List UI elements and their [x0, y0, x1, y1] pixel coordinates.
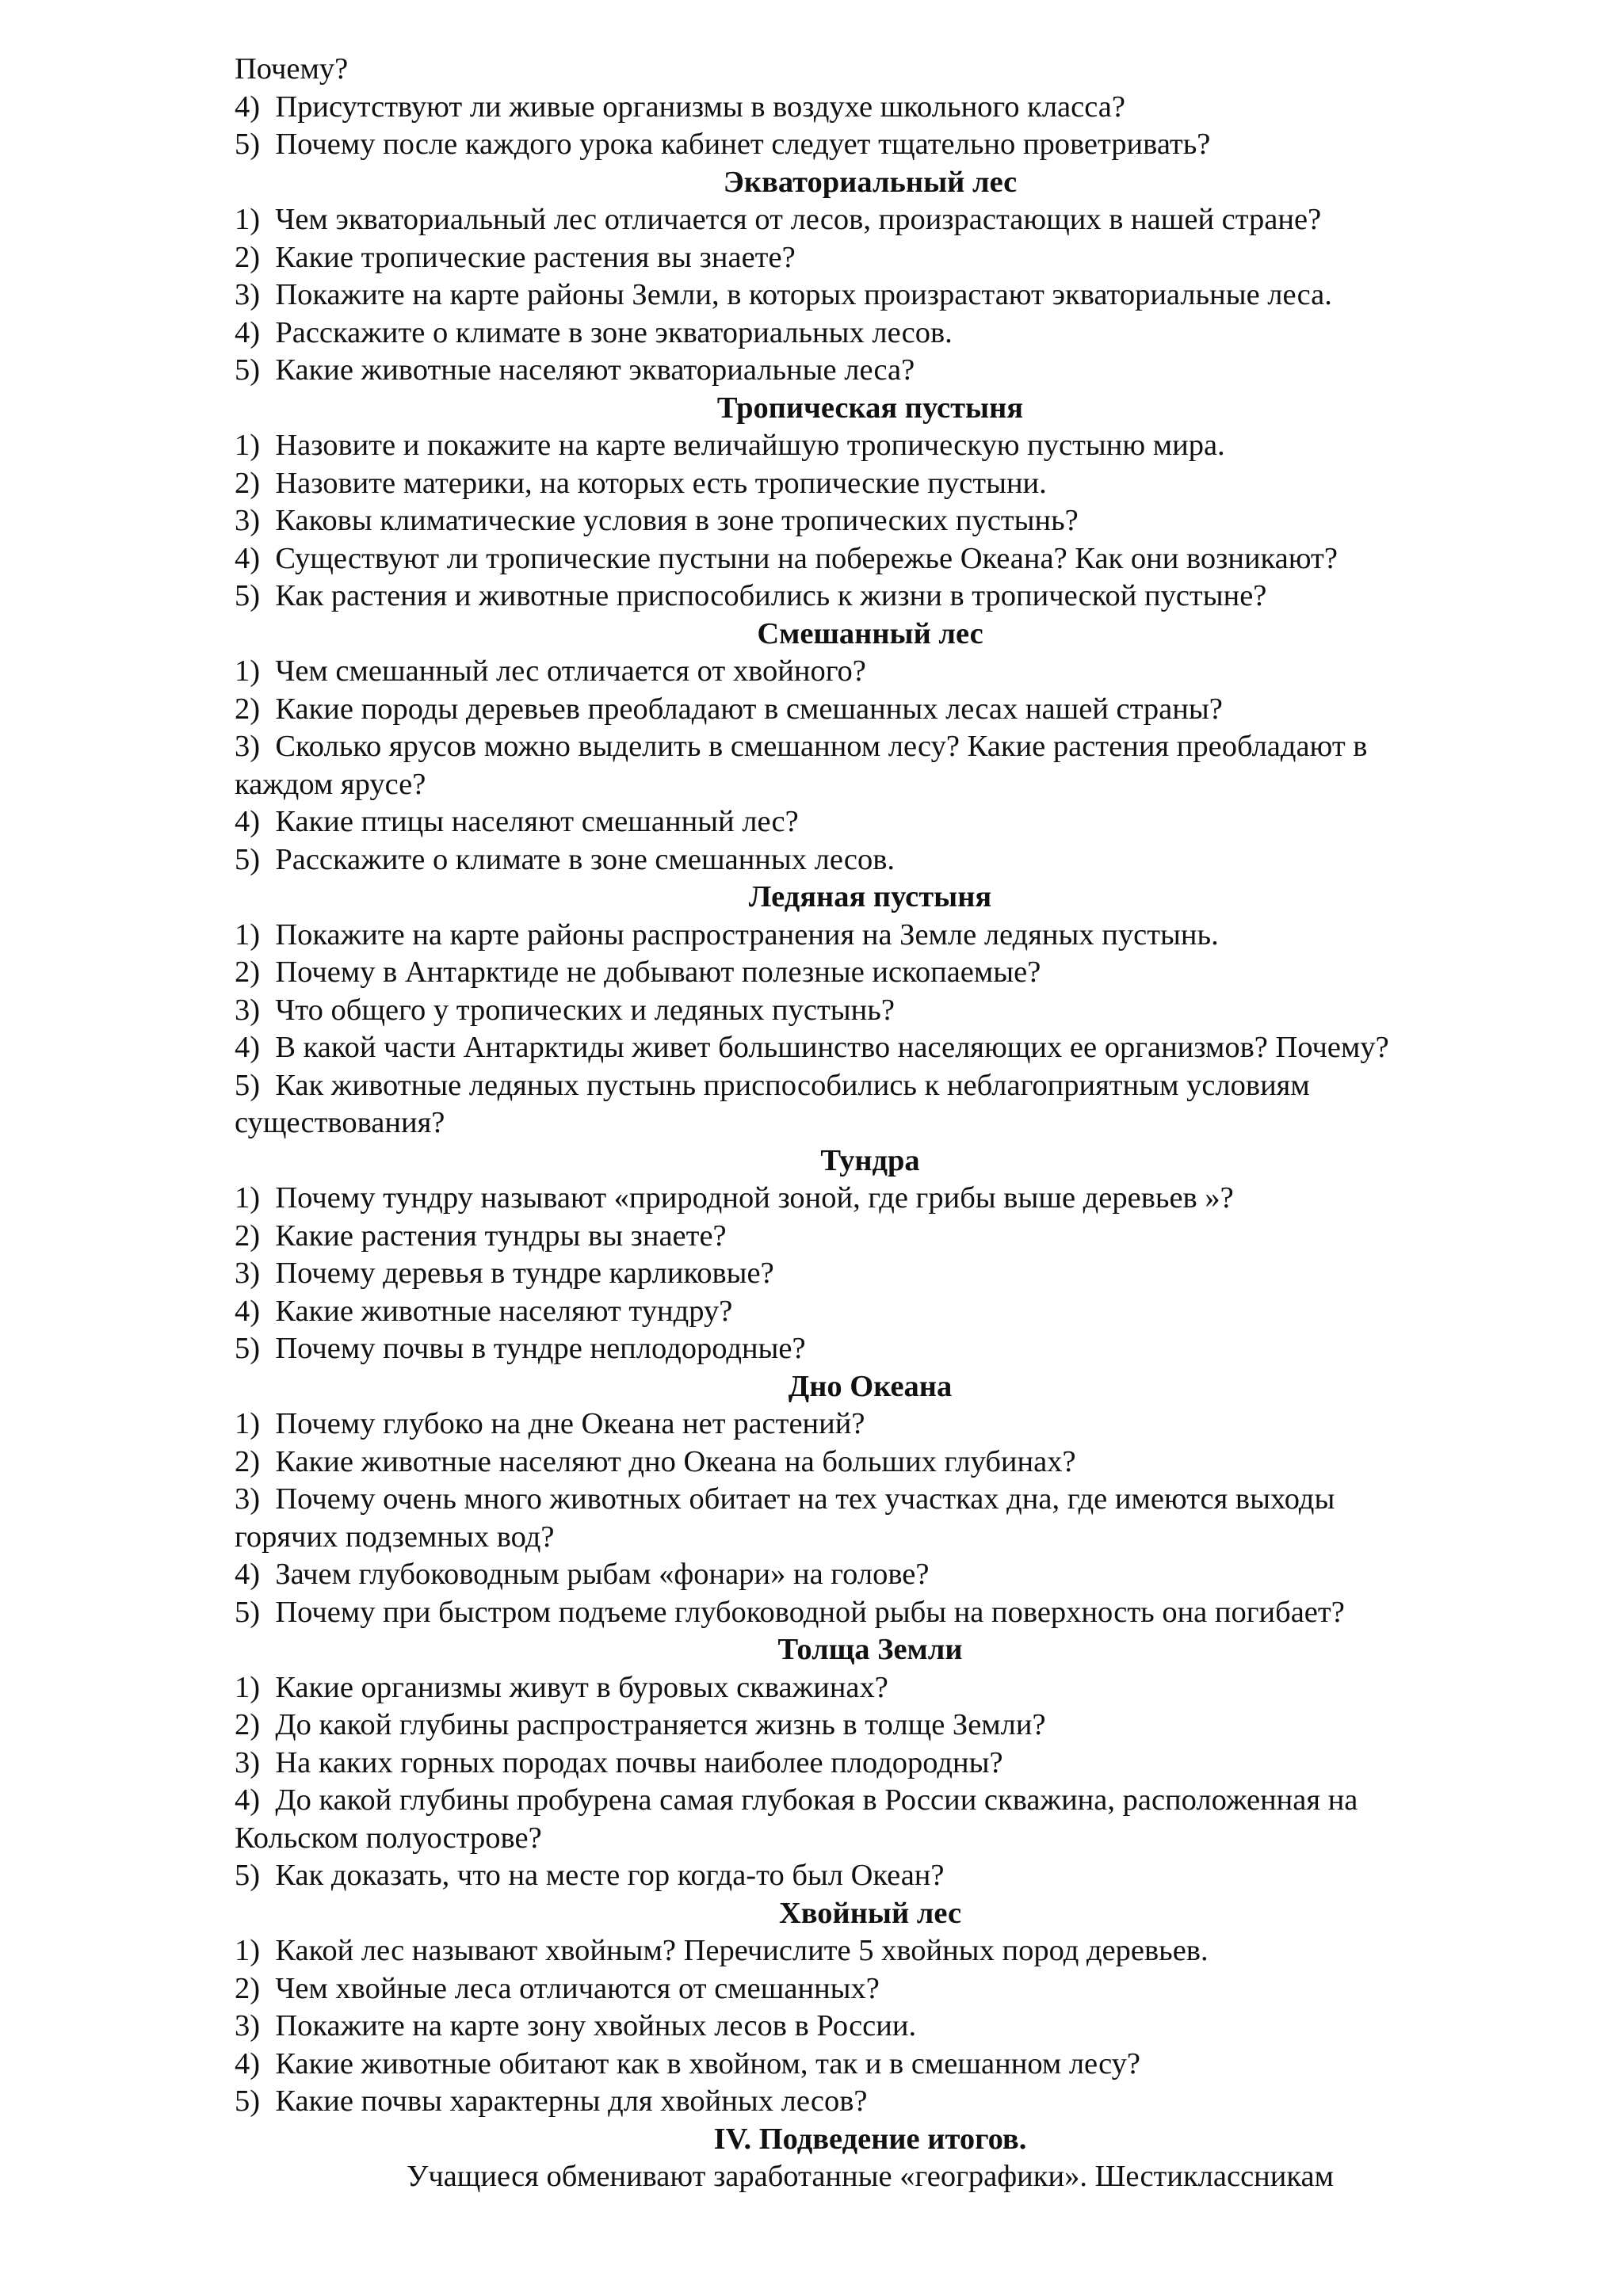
- section-question-line: 1) Какой лес называют хвойным? Перечислите 5 хвойных пород деревьев.: [235, 1934, 1209, 1967]
- section-heading: Тундра: [820, 1143, 920, 1177]
- section-question-line: 2) До какой глубины распространяется жизнь в толще Земли?: [235, 1708, 1046, 1741]
- section-heading: Дно Океана: [788, 1369, 953, 1403]
- section-question-line: 5) Какие животные населяют экваториальные леса?: [235, 353, 915, 387]
- summary-heading: IV. Подведение итогов.: [713, 2122, 1027, 2156]
- intro-question-5: 5) Почему после каждого урока кабинет следует тщательно проветривать?: [235, 128, 1211, 161]
- section-question-line: 3) Почему деревья в тундре карликовые?: [235, 1257, 774, 1290]
- section-question-line: 3) На каких горных породах почвы наиболее плодородны?: [235, 1745, 1003, 1779]
- section-heading: Ледяная пустыня: [748, 880, 992, 913]
- section-question-line: 1) Какие организмы живут в буровых скважинах?: [235, 1670, 888, 1704]
- section-question-line: 4) Какие животные населяют тундру?: [235, 1294, 733, 1328]
- section-heading: Толща Земли: [777, 1633, 963, 1666]
- section-question-line: 4) Расскажите о климате в зоне экваториальных лесов.: [235, 315, 953, 349]
- section-question-line: 1) Чем смешанный лес отличается от хвойного?: [235, 654, 866, 688]
- intro-line: Почему?: [235, 52, 349, 86]
- section-question-line: 3) Покажите на карте районы Земли, в которых произрастают экваториальные леса.: [235, 278, 1332, 311]
- section-question-line: 4) Какие птицы населяют смешанный лес?: [235, 805, 799, 838]
- section-question-line: 5) Как растения и животные приспособились к жизни в тропической пустыне?: [235, 579, 1267, 612]
- section-question-line: 2) Какие тропические растения вы знаете?: [235, 240, 796, 274]
- section-question-line: 1) Назовите и покажите на карте величайшую тропическую пустыню мира.: [235, 429, 1225, 462]
- section-question-line: Кольском полуострове?: [235, 1821, 542, 1855]
- section-question-line: каждом ярусе?: [235, 767, 426, 801]
- section-question-line: 2) Какие породы деревьев преобладают в смешанных лесах нашей страны?: [235, 692, 1223, 726]
- section-question-line: 1) Покажите на карте районы распространения на Земле ледяных пустынь.: [235, 917, 1219, 952]
- section-question-line: 3) Почему очень много животных обитает на тех участках дна, где имеются выходы: [235, 1482, 1335, 1516]
- sections-container: [235, 164, 1503, 2121]
- section-question-line: 2) Почему в Антарктиде не добывают полезные ископаемые?: [235, 955, 1041, 989]
- section-question-line: 4) В какой части Антарктиды живет большинство населяющих ее организмов? Почему?: [235, 1031, 1389, 1064]
- section-question-line: 3) Каковы климатические условия в зоне тропических пустынь?: [235, 504, 1079, 537]
- section-question-line: 2) Какие животные населяют дно Океана на больших глубинах?: [235, 1444, 1076, 1478]
- section-question-line: 3) Что общего у тропических и ледяных пустынь?: [235, 993, 895, 1027]
- section-question-line: 3) Покажите на карте зону хвойных лесов в России.: [235, 2009, 917, 2042]
- section-question-line: 3) Сколько ярусов можно выделить в смешанном лесу? Какие растения преобладают в: [235, 730, 1368, 763]
- section-question-line: 2) Какие растения тундры вы знаете?: [235, 1219, 727, 1253]
- section-heading: Экваториальный лес: [723, 165, 1018, 199]
- section-question-line: существования?: [235, 1106, 445, 1139]
- section-question-line: 4) До какой глубины пробурена самая глубокая в России скважина, расположенная на: [235, 1783, 1358, 1817]
- section-question-line: горячих подземных вод?: [235, 1520, 555, 1554]
- section-question-line: 4) Какие животные обитают как в хвойном, так и в смешанном лесу?: [235, 2046, 1141, 2081]
- document-page: [235, 51, 1503, 2196]
- section-question-line: 1) Почему глубоко на дне Океана нет растений?: [235, 1407, 865, 1440]
- intro-question-4: 4) Присутствуют ли живые организмы в воздухе школьного класса?: [235, 90, 1125, 124]
- section-question-line: 5) Расскажите о климате в зоне смешанных лесов.: [235, 842, 896, 876]
- section-question-line: 2) Назовите материки, на которых есть тропические пустыни.: [235, 466, 1047, 500]
- section-question-line: 5) Почему при быстром подъеме глубоководной рыбы на поверхность она погибает?: [235, 1595, 1345, 1629]
- section-question-line: 5) Почему почвы в тундре неплодородные?: [235, 1332, 806, 1365]
- section-question-line: 4) Существуют ли тропические пустыни на побережье Океана? Как они возникают?: [235, 541, 1338, 575]
- section-question-line: 5) Как доказать, что на месте гор когда-то был Океан?: [235, 1859, 945, 1892]
- section-heading: Тропическая пустыня: [716, 391, 1024, 425]
- section-question-line: 1) Почему тундру называют «природной зоной, где грибы выше деревьев »?: [235, 1181, 1234, 1215]
- summary-text: Учащиеся обменивают заработанные «географики». Шестиклассникам: [407, 2160, 1334, 2193]
- section-heading: Хвойный лес: [778, 1896, 962, 1930]
- section-question-line: 5) Как животные ледяных пустынь приспособились к неблагоприятным условиям: [235, 1068, 1310, 1102]
- section-question-line: 1) Чем экваториальный лес отличается от лесов, произрастающих в нашей стране?: [235, 203, 1322, 236]
- section-heading: Смешанный лес: [757, 616, 983, 650]
- section-question-line: 5) Какие почвы характерны для хвойных лесов?: [235, 2084, 868, 2118]
- section-question-line: 4) Зачем глубоководным рыбам «фонари» на голове?: [235, 1558, 930, 1591]
- section-question-line: 2) Чем хвойные леса отличаются от смешанных?: [235, 1971, 880, 2005]
